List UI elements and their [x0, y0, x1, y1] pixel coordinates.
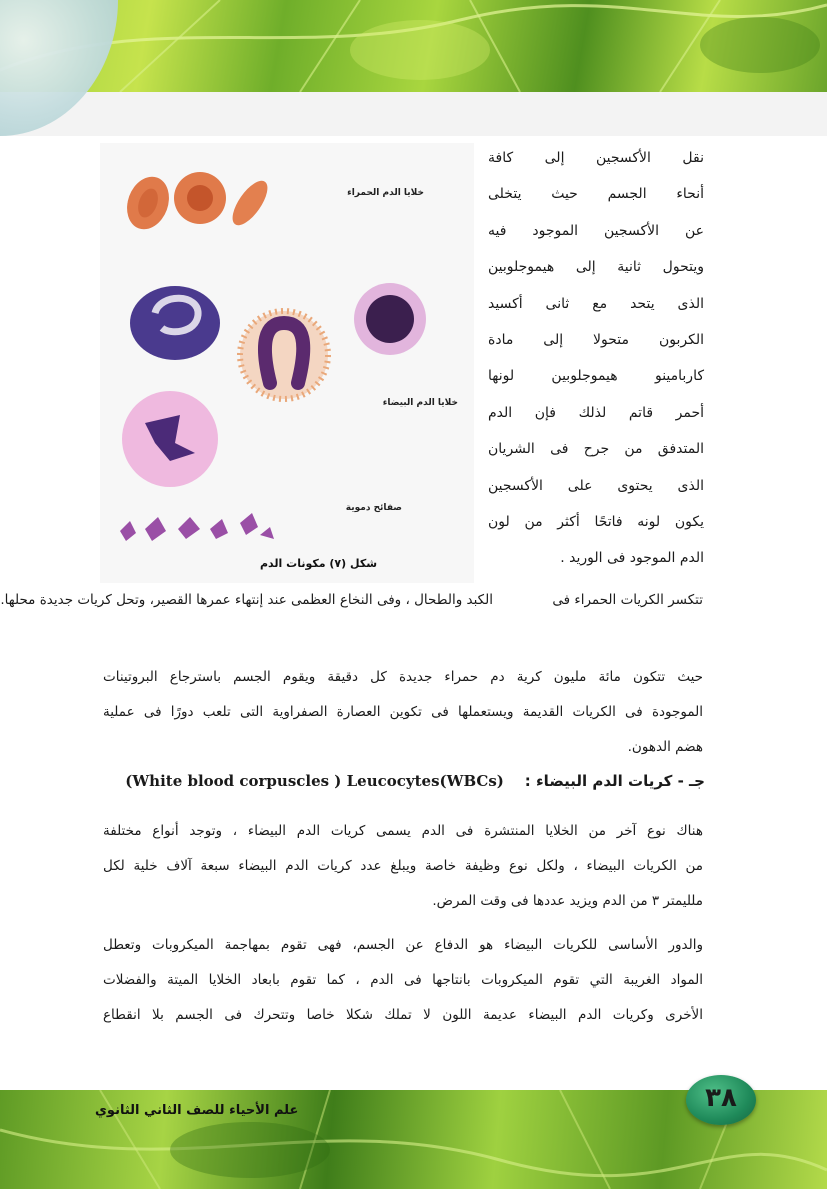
- column-line: أحمر قاتم لذلك فإن الدم: [488, 404, 704, 421]
- label-white-cells: خلايا الدم البيضاء: [382, 398, 458, 408]
- paragraph-rbc-breakdown: [0, 583, 703, 618]
- paragraph-line: المواد الغريبة التي تقوم الميكروبات بانتاجها فى الدم ، كما تقوم بابعاد الخلايا الميتة والفضلات: [103, 972, 703, 988]
- label-platelets: صفائح دموية: [345, 503, 402, 513]
- paragraph-line: الموجودة فى الكريات القديمة ويستعملها فى تكوين العصارة الصفراوية التى تلعب دورًا فى عملية: [103, 704, 703, 720]
- header-strip: [0, 92, 827, 136]
- blood-components-figure: [100, 143, 474, 583]
- column-line: عن الأكسجين الموجود فيه: [488, 222, 704, 239]
- column-line: يكون لونه فاتحًا أكثر من لون: [488, 513, 704, 530]
- column-line: الذى يتحد مع ثانى أكسيد: [488, 295, 704, 312]
- paragraph-line: من الكريات البيضاء ، ولكل نوع وظيفة خاصة ويبلغ عدد كريات الدم البيضاء سبعة آلاف خلية لكل: [103, 858, 703, 874]
- top-banner: [0, 0, 827, 92]
- column-line: المتدفق من جرح فى الشريان: [488, 441, 704, 458]
- platelets: [120, 513, 274, 541]
- paragraph-line-text: تتكسر الكريات الحمراء فى: [552, 592, 703, 608]
- white-blood-cells: [122, 283, 426, 487]
- paragraph-line: ملليمتر ٣ من الدم ويزيد عددها فى وقت المرض.: [432, 893, 703, 909]
- page-number-badge: [686, 1075, 756, 1125]
- book-title: علم الأحياء للصف الثاني الثانوي: [95, 1103, 299, 1118]
- paragraph-line: هضم الدهون.: [627, 739, 703, 755]
- heading-english: (White blood corpuscles ) Leucocytes(WBCs): [125, 772, 504, 790]
- column-line: الذى يحتوى على الأكسجين: [488, 477, 704, 494]
- section-heading: [115, 772, 705, 800]
- right-column-text: [488, 140, 704, 577]
- paragraph-line: الأخرى وكريات الدم البيضاء عديمة اللون لا تملك شكلا خاصا وتتحرك فى الجسم بلا انقطاع: [103, 1007, 703, 1023]
- paragraph-rbc-production: [103, 660, 703, 765]
- paragraph-wbc-role: [103, 928, 703, 1033]
- label-red-cells: خلايا الدم الحمراء: [347, 188, 424, 198]
- column-line: كاربامينو هيموجلوبين لونها: [488, 368, 704, 385]
- paragraph-line: هناك نوع آخر من الخلايا المنتشرة فى الدم يسمى كريات الدم البيضاء ، وتوجد أنواع مختلفة: [103, 823, 703, 839]
- leaf-veins-decoration: [0, 0, 827, 92]
- paragraph-line: الكبد والطحال ، وفى النخاع العظمى عند إنتهاء عمرها القصير، وتحل كريات جديدة محلها.: [0, 592, 493, 608]
- heading-arabic: جـ - كريات الدم البيضاء :: [524, 772, 705, 790]
- blood-cells-illustration: [100, 143, 474, 553]
- paragraph-wbc-types: [103, 814, 703, 919]
- figure-caption: شكل (٧) مكونات الدم: [260, 557, 378, 570]
- column-line: نقل الأكسجين إلى كافة: [488, 150, 704, 166]
- red-blood-cells: [120, 171, 274, 235]
- page-number: ٣٨: [705, 1083, 737, 1113]
- column-line: أنحاء الجسم حيث يتخلى: [488, 186, 704, 203]
- column-line: ويتحول ثانية إلى هيموجلوبين: [488, 259, 704, 276]
- paragraph-line: حيث تتكون مائة مليون كرية دم حمراء جديدة كل دقيقة ويقوم الجسم باسترجاع البروتينات: [103, 669, 703, 685]
- column-line: الكربون متحولا إلى مادة: [488, 331, 704, 348]
- paragraph-line: والدور الأساسى للكريات البيضاء هو الدفاع عن الجسم، فهى تقوم بمهاجمة الميكروبات وتعطل: [103, 937, 703, 953]
- column-line: الدم الموجود فى الوريد .: [560, 550, 704, 567]
